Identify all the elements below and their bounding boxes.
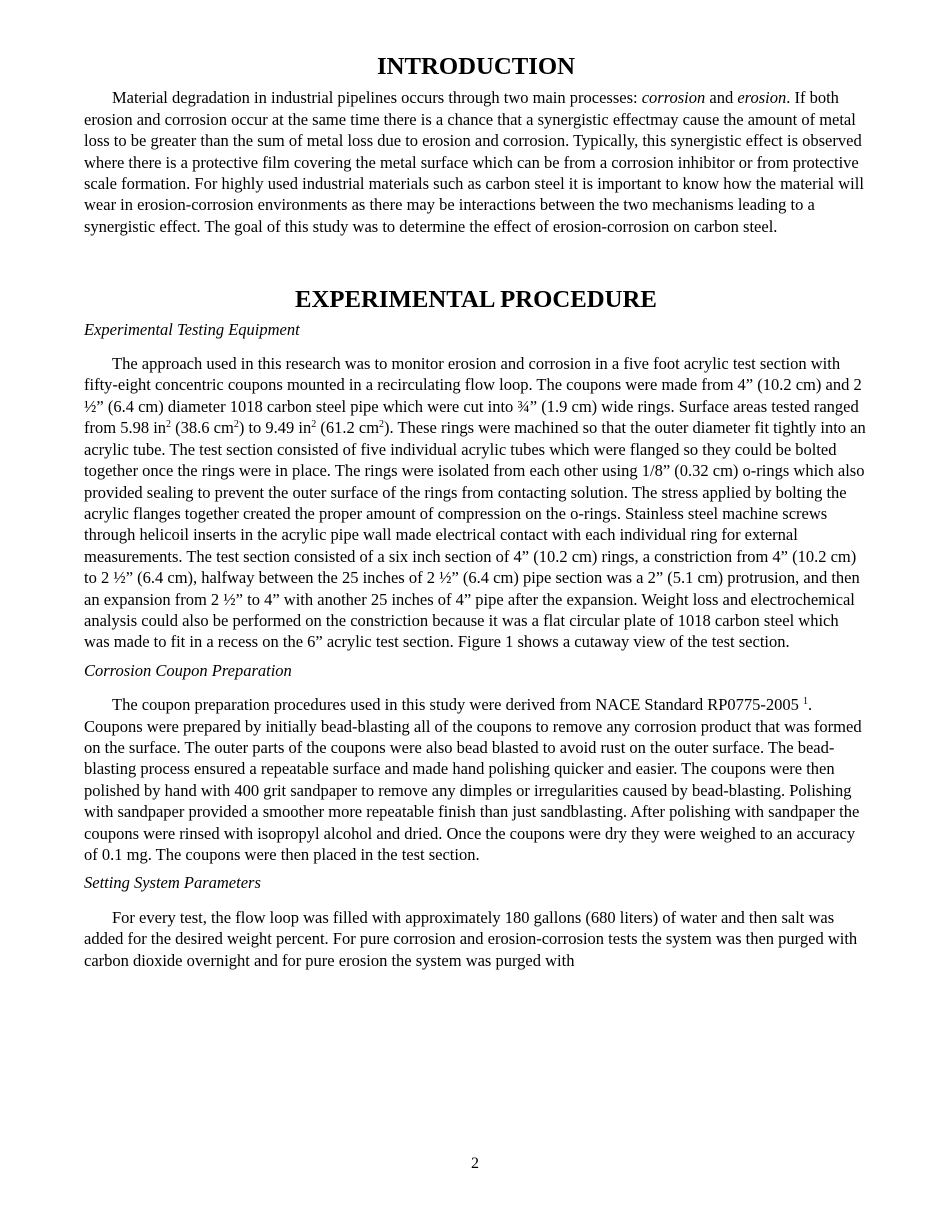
equipment-text-a: The approach used in this research was to monitor erosion and corrosion in a five foot acrylic test section with fifty-eight concentric coupons mounted in a recirculating flow loop. The coupons were made from 4” (10.2 cm) and 2 ½” (6.4 cm) diameter 1018 carbon steel pipe which were cut into ¾” (1.9 cm) wide rings. Surface areas tested ranged from 5.98 in [84,354,862,438]
introduction-heading: INTRODUCTION [376,53,576,80]
page-number: 2 [471,1155,479,1172]
equipment-text-d: (61.2 cm [316,418,380,438]
system-parameters-subheading: Setting System Parameters [84,873,261,893]
equipment-subheading: Experimental Testing Equipment [84,319,300,339]
superscript: 2 [233,419,239,431]
equipment-paragraph [84,353,868,653]
intro-text-a: Material degradation in industrial pipelines occurs through two main processes: [112,88,642,108]
reference-superscript: 1 [803,696,809,708]
intro-em-corrosion: corrosion [641,88,706,108]
coupon-preparation-paragraph [84,694,868,865]
equipment-text-e: ). These rings were machined so that the outer diameter fit tightly into an acrylic tube. The test section consisted of five individual acrylic tubes which were flanged so they could be bolted together once the rings were in place. The rings were isolated from each other using 1/8” (0.32 cm) o-rings which also provided sealing to prevent the outer surface of the rings from contacting solution. The stress applied by bolting the acrylic flanges together created the proper amount of compression on the o-rings. Stainless steel machine screws through helicoil inserts in the acrylic pipe wall made electrical contact with each individual ring for external measurements. The test section consisted of a six inch section of 4” (10.2 cm) rings, a constriction from 4” (10.2 cm) to 2 ½” (6.4 cm), halfway between the 25 inches of 2 ½” (6.4 cm) pipe section was a 2” (5.1 cm) protrusion, and then an expansion from 2 ½” to 4” with another 25 inches of 4” pipe after the expansion. Weight loss and electrochemical analysis could also be performed on the constriction because it was a flat circular plate of 1018 carbon steel which was made to fit in a recess on the 6” acrylic test section. Figure 1 shows a cutaway view of the test section. [84,418,866,652]
system-parameters-paragraph: For every test, the flow loop was filled with approximately 180 gallons (680 liters) of water and then salt was added for the desired weight percent. For pure corrosion and erosion-corrosion tests the system was then purged with carbon dioxide overnight and for pure erosion the system was purged with [84,907,858,970]
coupon-text-a: The coupon preparation procedures used in this study were derived from NACE Standard RP0775-2005 [112,695,804,715]
equipment-text-b: (38.6 cm [171,418,234,438]
superscript: 2 [166,419,172,431]
superscript: 2 [311,419,317,431]
experimental-procedure-heading: EXPERIMENTAL PROCEDURE [295,286,657,314]
introduction-paragraph [84,87,868,237]
coupon-preparation-subheading: Corrosion Coupon Preparation [84,660,292,680]
coupon-text-b: . Coupons were prepared by initially bead-blasting all of the coupons to remove any corrosion product that was formed on the surface. The outer parts of the coupons were also bead blasted to avoid rust on the outer surface. The bead-blasting process ensured a repeatable surface and made hand polishing quicker and easier. The coupons were then polished by hand with 400 grit sandpaper to remove any dimples or irregularities caused by bead-blasting. Polishing with sandpaper provided a smoother more repeatable finish than just sandblasting. After polishing with sandpaper the coupons were rinsed with isopropyl alcohol and dried. Once the coupons were dry they were weighed to an accuracy of 0.1 mg. The coupons were then placed in the test section. [84,695,862,864]
equipment-text-c: ) to 9.49 in [238,418,312,438]
document-page [84,53,868,971]
intro-and: and [705,88,738,108]
intro-text-b: . If both erosion and corrosion occur at the same time there is a chance that a synergistic effectmay cause the amount of metal loss to be greater than the sum of metal loss due to erosion and corrosion. Typically, this synergistic effect is observed where there is a protective film covering the metal surface which can be from a corrosion inhibitor or from protective scale formation. For highly used industrial materials such as carbon steel it is important to know how the material will wear in erosion-corrosion environments as there may be interactions between the two mechanisms leading to a synergistic effect. The goal of this study was to determine the effect of erosion-corrosion on carbon steel. [84,88,864,236]
intro-em-erosion: erosion [737,88,787,108]
superscript: 2 [379,419,385,431]
